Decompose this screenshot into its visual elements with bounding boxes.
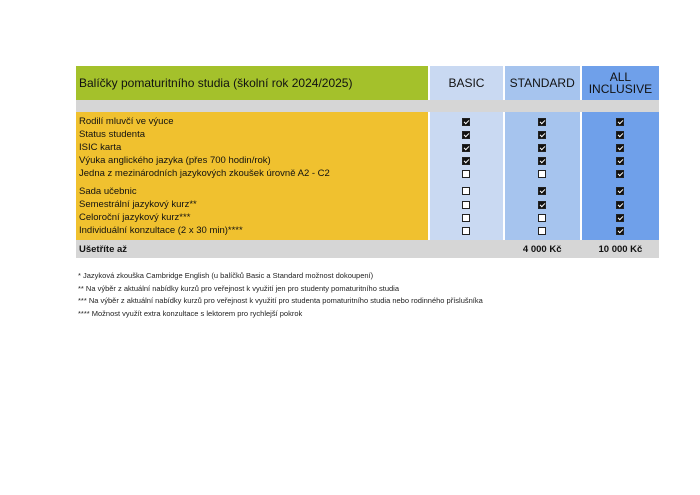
cell-basic <box>430 141 502 154</box>
total-standard: 4 000 Kč <box>522 243 562 255</box>
feature-label: Sada učebnic <box>76 180 428 198</box>
feature-label: Jedna z mezinárodních jazykových zkoušek úrovně A2 - C2 <box>76 167 428 180</box>
checked-checkbox-icon <box>462 157 470 165</box>
footnotes <box>78 270 483 320</box>
cell-standard <box>505 211 580 224</box>
checked-checkbox-icon <box>538 187 546 195</box>
checked-checkbox-icon <box>616 118 624 126</box>
checked-checkbox-icon <box>538 131 546 139</box>
table-row <box>76 167 659 180</box>
cell-all-inclusive <box>582 224 659 237</box>
unchecked-checkbox-icon <box>538 227 546 235</box>
total-label: Ušetříte až <box>79 243 128 255</box>
table-row <box>76 180 659 198</box>
cell-standard <box>505 115 580 128</box>
feature-label: Semestrální jazykový kurz** <box>76 198 428 211</box>
table-title: Balíčky pomaturitního studia (školní rok 2024/2025) <box>76 66 428 100</box>
feature-label: Individuální konzultace (2 x 30 min)**** <box>76 224 428 237</box>
row-padding <box>76 237 659 240</box>
table-row <box>76 224 659 237</box>
table-row <box>76 115 659 128</box>
cell-standard <box>505 198 580 211</box>
checked-checkbox-icon <box>616 144 624 152</box>
cell-standard <box>505 180 580 198</box>
footnote: *** Na výběr z aktuální nabídky kurzů pro veřejnost k využití pro studenta pomaturitního studia nebo rodinného příslušníka <box>78 296 483 305</box>
cell-basic <box>430 211 502 224</box>
checked-checkbox-icon <box>538 118 546 126</box>
header-separator <box>76 100 659 112</box>
table-row <box>76 141 659 154</box>
cell-basic <box>430 154 502 167</box>
feature-rows <box>76 115 659 237</box>
column-standard: STANDARD <box>505 66 580 100</box>
cell-basic <box>430 128 502 141</box>
checked-checkbox-icon <box>616 170 624 178</box>
table-header <box>76 66 659 100</box>
unchecked-checkbox-icon <box>538 170 546 178</box>
table-row <box>76 211 659 224</box>
cell-standard <box>505 224 580 237</box>
table-row <box>76 198 659 211</box>
cell-all-inclusive <box>582 115 659 128</box>
column-basic: BASIC <box>430 66 502 100</box>
feature-label: ISIC karta <box>76 141 428 154</box>
cell-standard <box>505 167 580 180</box>
cell-all-inclusive <box>582 141 659 154</box>
cell-basic <box>430 198 502 211</box>
unchecked-checkbox-icon <box>462 201 470 209</box>
cell-all-inclusive <box>582 180 659 198</box>
total-all-inclusive: 10 000 Kč <box>598 243 643 255</box>
checked-checkbox-icon <box>462 118 470 126</box>
feature-label: Výuka anglického jazyka (přes 700 hodin/rok) <box>76 154 428 167</box>
unchecked-checkbox-icon <box>538 214 546 222</box>
column-all-inclusive: ALL INCLUSIVE <box>582 66 659 100</box>
cell-all-inclusive <box>582 198 659 211</box>
cell-basic <box>430 167 502 180</box>
cell-all-inclusive <box>582 154 659 167</box>
checked-checkbox-icon <box>462 131 470 139</box>
checked-checkbox-icon <box>616 157 624 165</box>
cell-standard <box>505 154 580 167</box>
total-row <box>76 240 659 258</box>
checked-checkbox-icon <box>462 144 470 152</box>
checked-checkbox-icon <box>616 187 624 195</box>
feature-label: Rodilí mluvčí ve výuce <box>76 115 428 128</box>
cell-standard <box>505 141 580 154</box>
pricing-table <box>76 66 659 258</box>
footnote: **** Možnost využít extra konzultace s lektorem pro rychlejší pokrok <box>78 308 303 318</box>
checked-checkbox-icon <box>616 214 624 222</box>
footnote: ** Na výběr z aktuální nabídky kurzů pro veřejnost k využití jen pro studenty pomaturitního studia <box>78 283 399 293</box>
checked-checkbox-icon <box>616 201 624 209</box>
unchecked-checkbox-icon <box>462 187 470 195</box>
table-row <box>76 128 659 141</box>
cell-all-inclusive <box>582 211 659 224</box>
unchecked-checkbox-icon <box>462 227 470 235</box>
checked-checkbox-icon <box>538 157 546 165</box>
cell-all-inclusive <box>582 128 659 141</box>
table-row <box>76 154 659 167</box>
cell-basic <box>430 224 502 237</box>
checked-checkbox-icon <box>616 227 624 235</box>
checked-checkbox-icon <box>616 131 624 139</box>
unchecked-checkbox-icon <box>462 214 470 222</box>
footnote: * Jazyková zkouška Cambridge English (u balíčků Basic a Standard možnost dokoupení) <box>78 271 374 280</box>
checked-checkbox-icon <box>538 201 546 209</box>
cell-standard <box>505 128 580 141</box>
cell-basic <box>430 180 502 198</box>
unchecked-checkbox-icon <box>462 170 470 178</box>
cell-all-inclusive <box>582 167 659 180</box>
feature-label: Status studenta <box>76 128 428 141</box>
feature-label: Celoroční jazykový kurz*** <box>76 211 428 224</box>
checked-checkbox-icon <box>538 144 546 152</box>
cell-basic <box>430 115 502 128</box>
